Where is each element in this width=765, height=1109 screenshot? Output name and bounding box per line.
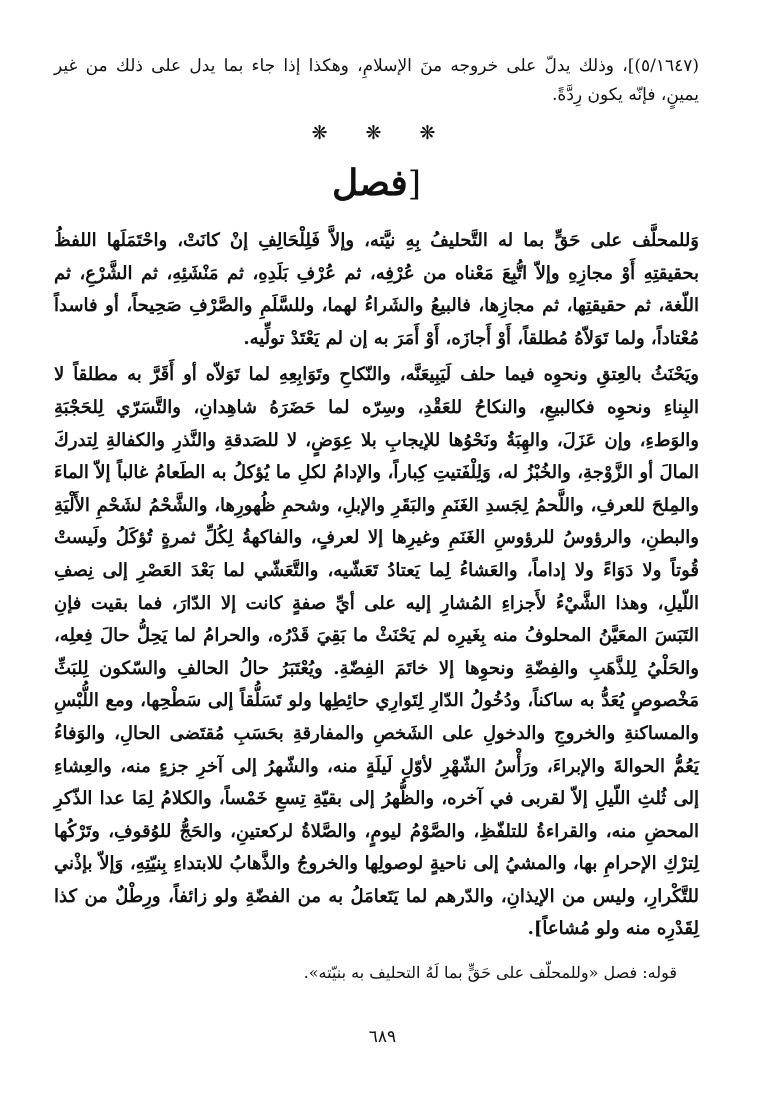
matn-paragraph-2: ويَحْنَثُ بالعِتقِ ونحوِه فيما حلف لَيَبِيعَنَّه، والنّكاحِ وتَوَابِعِهِ لما تَوَلاّه أو أَقَرَّ به مطلقاً لا البِناءِ ونحوِه فكالبيعِ، والنكاحُ للعَقْدِ، وسِرّه لما حَضَرَهُ شاهِدانِ، والتَّسَرّي لِلحَجْبَةِ والوَطءِ، وإن عَزَلَ، والهِبَةُ ونَحْوُها للإيجابِ بلا عِوَضٍ، لا للصَدقةِ والنَّذرِ والكفالةِ لِتدركَ المالَ أو الزَّوْجةِ، والخُبْزُ له، وَلِلْفَتيتِ كِباراً، والإدامُ لكلِ ما يُؤكلُ به الطَعامُ غالباً إلاّ الماءَ والمِلحَ للعرفِ، واللَّحمُ لِجَسدِ الغَنَمِ والبَقَرِ والإبلِ، وشحمِ ظُهورِها، والشَّحْمُ لشَحْمِ الأَلْيَةِ والبطنِ، والرؤوسُ للرؤوسِ الغَنَمِ وغيرِها إلا لعرفٍ، والفاكهةُ لِكُلِّ ثمرةٍ تُؤكَلُ ولَيستْ قُوتاً ولا دَوَاءً ولا إداماً، والعَشاءُ لِما يَعتادُ تَعَشّيه، والتَّعَشّي لما بَعْدَ العَصْرِ إلى نِصفِ اللّيلِ، وهذا الشَّيْءُ لأَجزاءِ المُشارِ إليه على أيِّ صفةٍ كانت إلا الدّارَ، فما بقيت فإنِ التَبَسَ المعَيَّنُ المحلوفُ منه بِغَيرِه لم يَحْنَثْ ما بَقِيَ قَدْرُه، والحرامُ لما يَحِلُّ حالَ فِعلِه، والحَلْيُ لِلذَّهَبِ والفِضّةِ ونحوِها إلا خاتَمَ الفِضّةِ. ويُعْتَبَرُ حالُ الحالفِ والسّكون لِلبَثِّ مَخْصوصٍ يُعَدُّ به ساكناً، ودُخُولُ الدّارِ لِتَوارِي حائِطِها ولو تَسَلُّقاً إلى سَطْحِها، ومع اللُّبْسِ والمساكنةِ والخروجِ والدخولِ على الشَخصِ والمفارقةِ بحَسَبِ مُقتَضى الحالِ، والوَفاءُ يَعُمُّ الحوالةَ والإبراءَ، ورَأْسُ الشّهْرِ لأوّلِ لَيلَةٍ منه، والشّهرُ إلى آخرِ جزءٍ منه، والعِشاءِ إلى ثُلثِ اللّيلِ إلاّ لقربى في آخره، والظُّهرُ إلى بقيّةِ تِسعِ خَمْساً، والكلامُ لِمَا عدا الذّكرِ المحضِ منه، والقراءةُ للتلفّظِ، والصَّوْمُ ليومٍ، والصَّلاةُ لركعتينِ، والحَجُّ للوُقوفِ، وتَرْكُها لِترْكِ الإحرامِ بها، والمشيُ إلى ناحيةٍ لوصولِها والخروجُ والذَّهابُ للابتداءِ بِنيّتِهِ، وَإلاّ بإذْني للتَّكْرارِ، وليس من الإيذانِ، والدّرهم لما يَتَعامَلُ به من الفضّةِ ولو زائفاً، ورِطْلٌ من كذا لِقَدْرِه منه ولو مُشاعاً]. [54,364,699,940]
heading-bracket: [ [407,164,421,204]
commentary-line: قوله: فصل «وللمحلّف على حَقٍّ بما لَهُ التحليف به بنيّته». [303,963,677,983]
asterism-icon: ❋ [311,122,334,144]
asterism-icon: ❋ [365,122,388,144]
section-separator [54,122,699,144]
asterism-icon: ❋ [419,122,442,144]
page-number: ٦٨٩ [368,1027,397,1047]
continuation-paragraph: (٥/١٦٤٧)]، وذلك يدلّ على خروجه منَ الإسلامِ، وهكذا إذا جاء بما يدل على ذلك من غير يمينٍ، فإنّه يكون رِدَّةً. [54,56,699,105]
heading-title: فصل [332,162,408,204]
matn-paragraph-1: وَللمحلَّف على حَقٍّ بما له التَّحليفُ بِهِ نيَّته، وإلاَّ فَلِلْحَالِفِ إنْ كانَتْ، واحْتَمَلَها اللفظُ بحقيقتِهِ أَوْ مجازِهِ وإلاّ اتُّبِعَ مَعْناه من عُرْفِه، ثم عُرْفِ بَلَدِهِ، ثم مَنْشَئِهِ، ثم الشَّرْعِ، ثم اللّغة، ثم حقيقتِها، ثم مجازِها، فالبيعُ والشَراءُ لهما، وللسَّلَمِ والصَّرْفِ صَحِيحاً، أو فاسداً مُعْتاداً، ولما تَوَلاّهُ مُطلقاً، أَوْ أَجازَه، أَوْ أَمَرَ به إن لم يَعْتَدْ تولِّيه. [54,230,699,349]
section-heading [54,160,699,207]
